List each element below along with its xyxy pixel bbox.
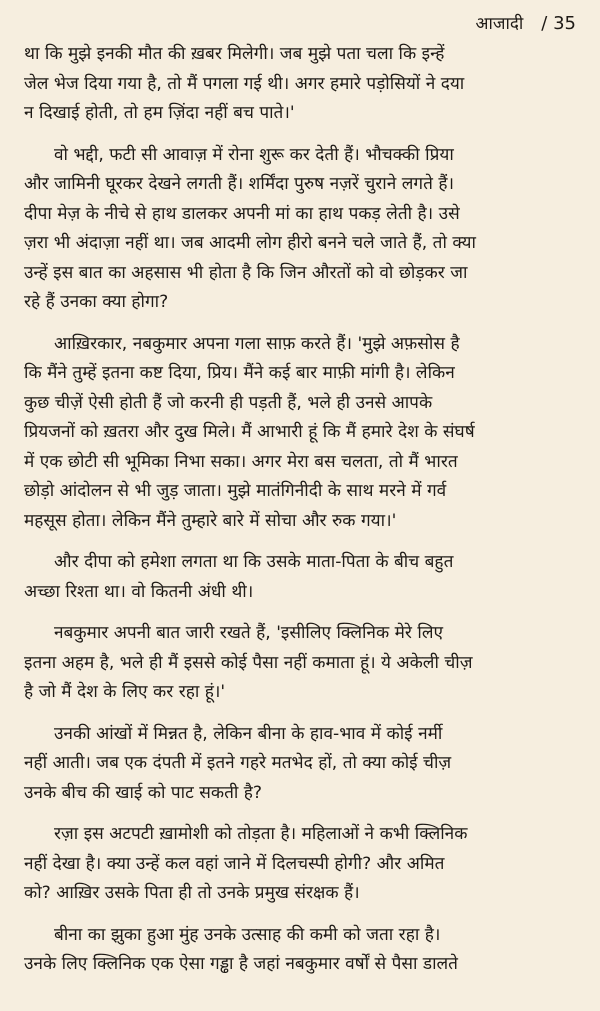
paragraph (24, 921, 576, 980)
text-line: न दिखाई होती, तो हम ज़िंदा नहीं बच पाते।' (24, 103, 295, 123)
text-line: को? आख़िर उसके पिता ही तो उनके प्रमुख संरक्षक हैं। (24, 883, 360, 903)
text-line: जेल भेज दिया गया है, तो मैं पगला गई थी। अगर हमारे पड़ोसियों ने दया (24, 73, 465, 94)
text-line: नहीं आती। जब एक दंपती में इतने गहरे मतभेद हों, तो क्या कोई चीज़ (24, 753, 452, 773)
text-line: नहीं देखा है। क्या उन्हें कल वहां जाने में दिलचस्पी होगी? और अमित (24, 853, 445, 874)
text-line: उनके बीच की खाई को पाट सकती है? (24, 782, 263, 803)
text-line: छोड़ो आंदोलन से भी जुड़ जाता। मुझे मातंगिनीदी के साथ मरने में गर्व (24, 481, 447, 501)
text-line: वो भद्दी, फटी सी आवाज़ में रोना शुरू कर देती हैं। भौचक्की प्रिया (54, 144, 454, 165)
paragraph (24, 141, 576, 318)
text-line: था कि मुझे इनकी मौत की ख़बर मिलेगी। जब मुझे पता चला कि इन्हें (24, 44, 445, 64)
paragraph (24, 40, 576, 129)
text-line: और दीपा को हमेशा लगता था कि उसके माता-पिता के बीच बहुत (54, 552, 454, 572)
paragraph (24, 548, 576, 607)
text-line: बीना का झुका हुआ मुंह उनके उत्साह की कमी को जता रहा है। (54, 924, 441, 945)
text-line: उनकी आंखों में मिन्नत है, लेकिन बीना के हाव-भाव में कोई नर्मी (54, 723, 443, 744)
running-header (24, 8, 576, 40)
text-line: रज़ा इस अटपटी ख़ामोशी को तोड़ता है। महिलाओं ने कभी क्लिनिक (54, 824, 468, 844)
text-line: उन्हें इस बात का अहसास भी होता है कि जिन औरतों को वो छोड़कर जा (24, 262, 468, 283)
text-line: कि मैंने तुम्हें इतना कष्ट दिया, प्रिय। मैंने कई बार माफ़ी मांगी है। लेकिन (24, 363, 455, 383)
paragraph (24, 720, 576, 809)
text-line: आख़िरकार, नबकुमार अपना गला साफ़ करते हैं। 'मुझे अफ़सोस है (54, 333, 460, 354)
text-line: में एक छोटी सी भूमिका निभा सका। अगर मेरा बस चलता, तो मैं भारत (24, 451, 458, 472)
page-number: / 35 (541, 13, 576, 34)
paragraph (24, 619, 576, 708)
text-line: अच्छा रिश्ता था। वो कितनी अंधी थी। (24, 581, 254, 602)
chapter-title: आजादी (475, 13, 524, 34)
text-line: रहे हैं उनका क्या होगा? (24, 292, 169, 312)
text-line: और जामिनी घूरकर देखने लगती हैं। शर्मिंदा पुरुष नज़रें चुराने लगते हैं। (24, 174, 454, 194)
text-line: उनके लिए क्लिनिक एक ऐसा गड्ढा है जहां नबकुमार वर्षों से पैसा डालते (24, 954, 458, 974)
paragraph (24, 820, 576, 909)
text-line: कुछ चीज़ें ऐसी होती हैं जो करनी ही पड़ती हैं, भले ही उनसे आपके (24, 392, 433, 413)
text-line: नबकुमार अपनी बात जारी रखते हैं, 'इसीलिए क्लिनिक मेरे लिए (54, 623, 444, 643)
text-line: ज़रा भी अंदाज़ा नहीं था। जब आदमी लोग हीरो बनने चले जाते हैं, तो क्या (24, 233, 476, 253)
text-line: दीपा मेज़ के नीचे से हाथ डालकर अपनी मां का हाथ पकड़ लेती है। उसे (24, 203, 460, 224)
text-line: है जो मैं देश के लिए कर रहा हूं।' (24, 682, 226, 702)
text-line: इतना अहम है, भले ही मैं इससे कोई पैसा नहीं कमाता हूं। ये अकेली चीज़ (24, 652, 473, 673)
body-text (24, 40, 576, 980)
text-line: महसूस होता। लेकिन मैंने तुम्हारे बारे में सोचा और रुक गया।' (24, 510, 397, 531)
paragraph (24, 330, 576, 537)
text-line: प्रियजनों को ख़तरा और दुख मिले। मैं आभारी हूं कि मैं हमारे देश के संघर्ष (24, 422, 475, 442)
